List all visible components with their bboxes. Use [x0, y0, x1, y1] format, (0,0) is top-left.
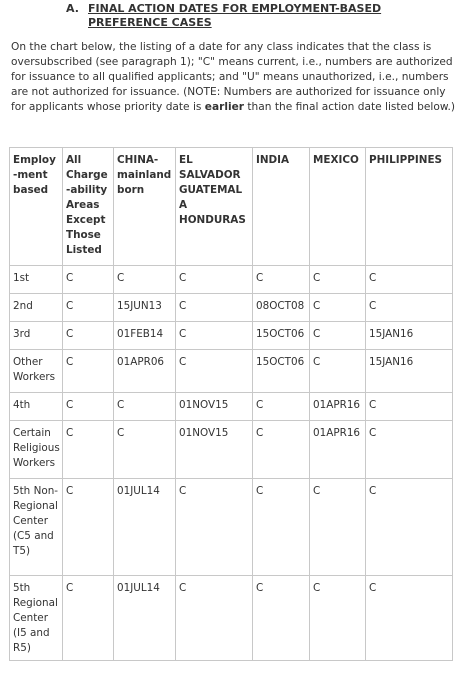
table-cell: C — [176, 266, 253, 294]
header-china: CHINA-mainland born — [114, 148, 176, 266]
section-heading — [66, 2, 406, 30]
table-cell: C — [310, 322, 366, 350]
table-cell: C — [253, 266, 310, 294]
table-row — [10, 322, 453, 350]
table-cell: C — [114, 421, 176, 479]
intro-text-2: than the final action date listed below.) — [244, 101, 456, 113]
table-cell: C — [310, 479, 366, 576]
table-cell: C — [63, 294, 114, 322]
table-cell: 3rd — [10, 322, 63, 350]
table-cell: 01NOV15 — [176, 393, 253, 421]
header-india: INDIA — [253, 148, 310, 266]
table-cell: C — [63, 393, 114, 421]
section-letter: A. — [66, 2, 79, 15]
final-action-dates-table — [9, 147, 453, 661]
table-cell: 4th — [10, 393, 63, 421]
table-cell: 2nd — [10, 294, 63, 322]
table-cell: 5th Non-Regional Center (C5 and T5) — [10, 479, 63, 576]
table-cell: 01JUL14 — [114, 479, 176, 576]
table-cell: C — [63, 479, 114, 576]
table-cell: Certain Religious Workers — [10, 421, 63, 479]
table-cell: 5th Regional Center (I5 and R5) — [10, 576, 63, 661]
table-cell: C — [253, 421, 310, 479]
table-cell: C — [176, 576, 253, 661]
table-cell: 01FEB14 — [114, 322, 176, 350]
table-cell: C — [253, 576, 310, 661]
header-mexico: MEXICO — [310, 148, 366, 266]
table-row — [10, 576, 453, 661]
table-cell: C — [310, 294, 366, 322]
table-cell: C — [63, 322, 114, 350]
table-row — [10, 421, 453, 479]
header-philippines: PHILIPPINES — [366, 148, 453, 266]
intro-emphasis: earlier — [204, 101, 245, 113]
table-cell: 01JUL14 — [114, 576, 176, 661]
table-cell: C — [366, 294, 453, 322]
section-title-line-2: PREFERENCE CASES — [88, 16, 212, 29]
table-cell: C — [63, 266, 114, 294]
table-row — [10, 266, 453, 294]
table-cell: C — [114, 266, 176, 294]
table-cell: C — [366, 421, 453, 479]
intro-paragraph — [11, 40, 456, 115]
table-cell: 1st — [10, 266, 63, 294]
table-cell: C — [310, 576, 366, 661]
table-row — [10, 479, 453, 576]
table-cell: 15JAN16 — [366, 322, 453, 350]
table-cell: C — [176, 350, 253, 393]
table-cell: C — [176, 322, 253, 350]
table-cell: C — [310, 350, 366, 393]
table-cell: 08OCT08 — [253, 294, 310, 322]
intro-text-1: On the chart below, the listing of a date for any class indicates that the class is oversubscribed (see paragraph 1); "C" means current, i.e., numbers are authorized for issuance to all qualified applicants; and "U" means unauthorized, i.e., numbers are not authorized for issuance. (NOTE: Numbers are authorized for issuance only for applicants whose priority date is — [11, 41, 453, 113]
table-cell: C — [310, 266, 366, 294]
table-row — [10, 294, 453, 322]
table-cell: 01NOV15 — [176, 421, 253, 479]
section-title-line-1: FINAL ACTION DATES FOR EMPLOYMENT-BASED — [88, 2, 382, 15]
table-cell: 01APR06 — [114, 350, 176, 393]
header-el-salvador: EL SALVADOR GUATEMALA HONDURAS — [176, 148, 253, 266]
table-cell: C — [366, 266, 453, 294]
table-cell: C — [63, 576, 114, 661]
table-cell: 01APR16 — [310, 393, 366, 421]
table-cell: C — [114, 393, 176, 421]
table-cell: C — [176, 479, 253, 576]
table-cell: 15OCT06 — [253, 350, 310, 393]
table-cell: C — [253, 479, 310, 576]
table-header-row — [10, 148, 453, 266]
header-employment-based: Employ-ment based — [10, 148, 63, 266]
table-cell: C — [176, 294, 253, 322]
table-cell: C — [63, 421, 114, 479]
table-cell: C — [366, 479, 453, 576]
table-cell: C — [253, 393, 310, 421]
table-cell: 01APR16 — [310, 421, 366, 479]
header-all-chargeability: All Charge-ability Areas Except Those Listed — [63, 148, 114, 266]
table-cell: 15JUN13 — [114, 294, 176, 322]
table-cell: C — [366, 393, 453, 421]
table-cell: 15JAN16 — [366, 350, 453, 393]
table-cell: Other Workers — [10, 350, 63, 393]
table-cell: 15OCT06 — [253, 322, 310, 350]
table-cell: C — [63, 350, 114, 393]
table-row — [10, 350, 453, 393]
table-row — [10, 393, 453, 421]
table-cell: C — [366, 576, 453, 661]
